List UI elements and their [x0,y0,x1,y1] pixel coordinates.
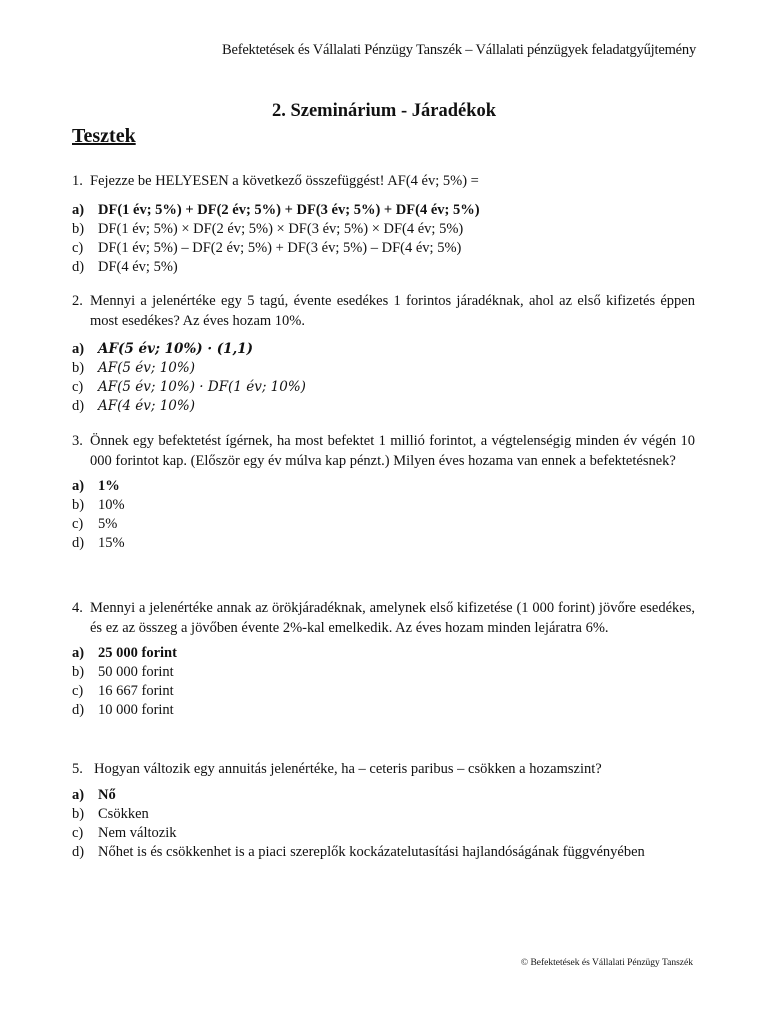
question-text: Mennyi a jelenértéke annak az örökjáradéknak, amelynek első kifizetése (1 000 forint) jövőre esedékes, és ez az összeg a jövőben évente 2%-kal emelkedik. Az éves hozam minden lejáratra 6%. [90,600,695,636]
question-1 [72,172,695,277]
page-title: 2. Szeminárium - Járadékok [271,101,497,121]
option-text: Csökken [98,805,149,822]
option-list [72,644,695,720]
option [72,378,695,397]
question-5 [72,760,695,862]
option-correct [72,201,695,220]
option-label: c) [72,379,84,395]
option-text: Nem változik [98,824,177,841]
page-header: Befektetések és Vállalati Pénzügy Tanszék – Vállalati pénzügyek feladatgyűjtemény [221,42,696,58]
option-label: a) [72,201,85,218]
option-text: 15% [98,535,125,551]
option-label: b) [72,805,85,822]
question-text: Mennyi a jelenértéke egy 5 tagú, évente esedékes 1 forintos járadéknak, ahol az első kifizetés éppen most esedékes? Az éves hozam 10%. [90,293,695,329]
option-label: d) [72,258,85,275]
option-list [72,477,695,553]
option [72,682,695,701]
option-label: d) [72,535,85,551]
option-label: c) [72,824,84,841]
question-4 [72,599,695,720]
option [72,359,695,378]
option-text: DF(1 év; 5%) × DF(2 év; 5%) × DF(3 év; 5%) × DF(4 év; 5%) [98,220,464,237]
option-label: c) [72,516,84,532]
option-label: b) [72,497,85,513]
option-text: Nőhet is és csökkenhet is a piaci szereplők kockázatelutasítási hajlandóságának függvényében [98,843,645,860]
option-list [72,201,695,277]
option-list [72,786,695,862]
option-label: a) [72,478,85,494]
option-text: DF(4 év; 5%) [98,258,178,275]
question-text: Hogyan változik egy annuitás jelenértéke, ha – ceteris paribus – csökken a hozamszint? [94,761,602,777]
option-formula: AF(5 év; 10%) · DF(1 év; 10%) [98,379,306,395]
question-number: 3. [72,433,83,449]
option-text: 1% [98,478,120,494]
question-number: 4. [72,600,83,616]
option-text: 16 667 forint [98,683,174,699]
option-list [72,340,695,416]
option-text: 25 000 forint [98,645,177,661]
option-label: c) [72,239,84,256]
option-text: DF(1 év; 5%) + DF(2 év; 5%) + DF(3 év; 5%) + DF(4 év; 5%) [98,201,480,218]
question-3 [72,432,695,553]
page-footer: © Befektetések és Vállalati Pénzügy Tanszék [520,958,693,968]
option-label: d) [72,702,85,718]
option-text: 10 000 forint [98,702,174,718]
option [72,824,695,843]
option-correct [72,786,695,805]
option-formula: AF(4 év; 10%) [98,398,195,414]
option-formula: AF(5 év; 10%) · (1,1) [98,341,254,357]
question-number: 2. [72,293,83,309]
option-label: b) [72,220,85,237]
option-text: 10% [98,497,125,513]
option [72,843,695,862]
option [72,496,695,515]
option-text: DF(1 év; 5%) – DF(2 év; 5%) + DF(3 év; 5%) – DF(4 év; 5%) [98,239,462,256]
option-text: Nő [98,786,116,803]
option [72,663,695,682]
option-label: b) [72,360,85,376]
option [72,258,695,277]
option-label: a) [72,786,85,803]
option-label: a) [72,341,85,357]
option [72,701,695,720]
option [72,397,695,416]
question-number: 5. [72,761,83,777]
option-correct [72,340,695,359]
option [72,515,695,534]
option [72,220,695,239]
option-label: d) [72,398,85,414]
question-2 [72,292,695,416]
option-label: b) [72,664,85,680]
option [72,805,695,824]
option-correct [72,644,695,663]
question-text: Önnek egy befektetést ígérnek, ha most befektet 1 millió forintot, a végtelenségig minden év végén 10 000 forintot kap. (Először egy év múlva kap pénzt.) Milyen éves hozama van ennek a befektetésnek? [90,433,695,469]
question-number: 1. [72,173,83,189]
option-text: 5% [98,516,118,532]
option-formula: AF(5 év; 10%) [98,360,195,376]
option [72,239,695,258]
option-label: a) [72,645,85,661]
section-heading: Tesztek [72,125,136,147]
option-correct [72,477,695,496]
option-text: 50 000 forint [98,664,174,680]
question-text: Fejezze be HELYESEN a következő összefüggést! AF(4 év; 5%) = [90,173,479,189]
option-label: d) [72,843,85,860]
option [72,534,695,553]
option-label: c) [72,683,84,699]
